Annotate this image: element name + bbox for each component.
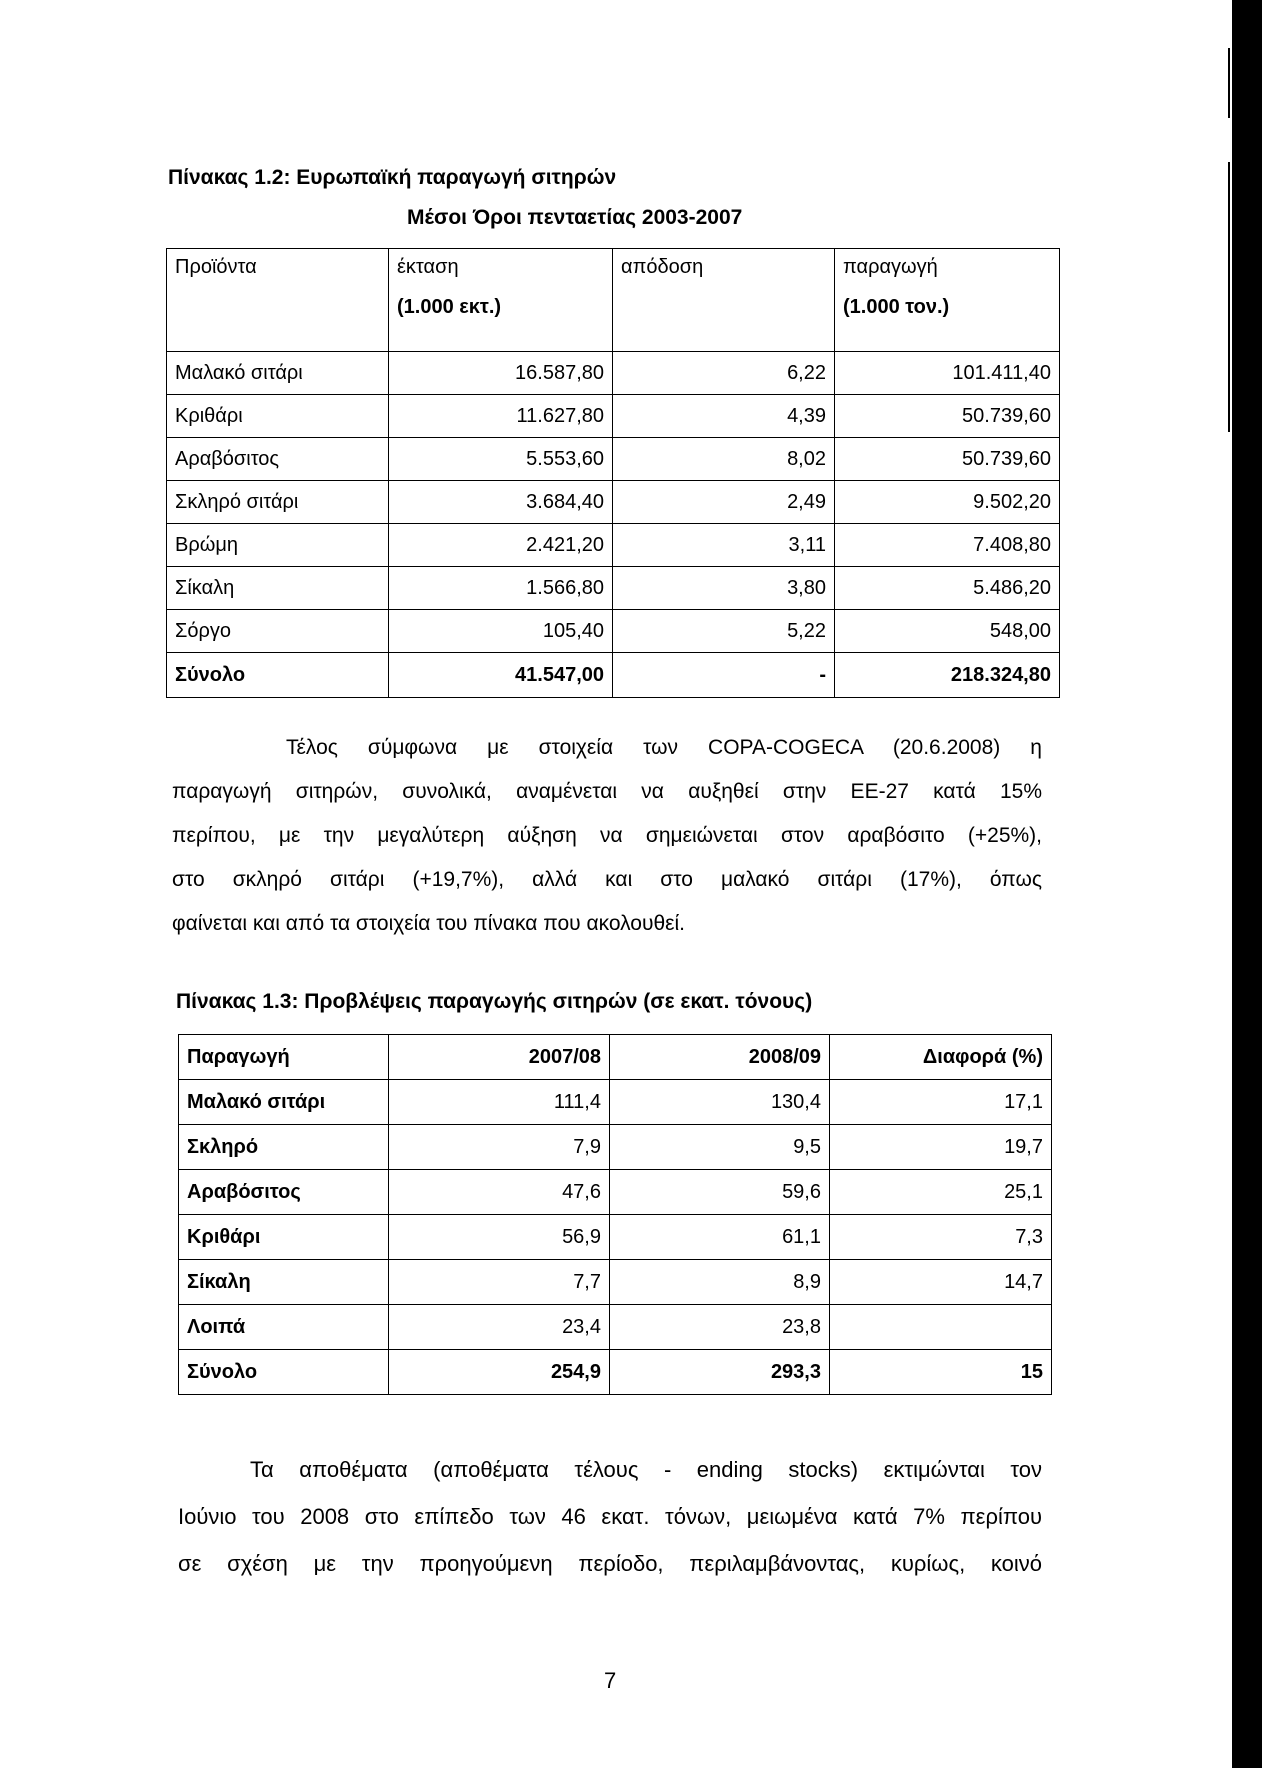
cell-area: 3.684,40	[389, 481, 613, 524]
cell-production: 9.502,20	[835, 481, 1060, 524]
cell-product: Κριθάρι	[167, 395, 389, 438]
cell-label: Σίκαλη	[179, 1260, 389, 1305]
cell-area: 11.627,80	[389, 395, 613, 438]
paragraph	[172, 726, 1042, 946]
cell-production: 7.408,80	[835, 524, 1060, 567]
table1-subcaption: Μέσοι Όροι πενταετίας 2003-2007	[407, 206, 743, 229]
cell-2008-09: 8,9	[610, 1260, 830, 1305]
cell-area: 2.421,20	[389, 524, 613, 567]
cell-production: 101.411,40	[835, 352, 1060, 395]
cell-production: 548,00	[835, 610, 1060, 653]
paragraph-line: στο σκληρό σιτάρι (+19,7%), αλλά και στο μαλακό σιτάρι (17%), όπως	[172, 868, 1042, 891]
cell-2007-08: 7,7	[389, 1260, 610, 1305]
cell-product: Σίκαλη	[167, 567, 389, 610]
table1-caption: Πίνακας 1.2: Ευρωπαϊκή παραγωγή σιτηρών	[168, 166, 617, 189]
table-row	[167, 395, 1060, 438]
header-product: Προϊόντα	[167, 249, 389, 352]
cell-product: Μαλακό σιτάρι	[167, 352, 389, 395]
paragraph	[178, 1446, 1042, 1587]
cell-difference: 7,3	[830, 1215, 1052, 1260]
cell-yield: 6,22	[613, 352, 835, 395]
cell-2008-09: 61,1	[610, 1215, 830, 1260]
cell-product: Σύνολο	[167, 653, 389, 698]
cell-production: 5.486,20	[835, 567, 1060, 610]
cell-product: Βρώμη	[167, 524, 389, 567]
cell-production: 218.324,80	[835, 653, 1060, 698]
cell-difference: 15	[830, 1350, 1052, 1395]
cell-product: Αραβόσιτος	[167, 438, 389, 481]
cell-yield: 3,80	[613, 567, 835, 610]
cell-yield: 2,49	[613, 481, 835, 524]
cell-2008-09: 9,5	[610, 1125, 830, 1170]
cell-production: 50.739,60	[835, 395, 1060, 438]
paragraph-line: παραγωγή σιτηρών, συνολικά, αναμένεται να αυξηθεί στην ΕΕ-27 κατά 15%	[172, 780, 1042, 803]
cell-difference	[830, 1305, 1052, 1350]
production-forecast-table	[178, 1034, 1052, 1395]
cereal-production-table	[166, 248, 1060, 698]
cell-2008-09: 23,8	[610, 1305, 830, 1350]
cell-yield: 8,02	[613, 438, 835, 481]
cell-yield: 5,22	[613, 610, 835, 653]
table-row	[179, 1305, 1052, 1350]
header-production: παραγωγή (1.000 τον.)	[835, 249, 1060, 352]
total-row	[179, 1350, 1052, 1395]
table-row	[179, 1215, 1052, 1260]
table-row	[179, 1080, 1052, 1125]
header-2007-08: 2007/08	[389, 1035, 610, 1080]
table-row	[167, 567, 1060, 610]
table-header-row	[179, 1035, 1052, 1080]
cell-2008-09: 130,4	[610, 1080, 830, 1125]
table-row	[179, 1125, 1052, 1170]
cell-label: Κριθάρι	[179, 1215, 389, 1260]
cell-product: Σόργο	[167, 610, 389, 653]
header-yield: απόδοση	[613, 249, 835, 352]
cell-difference: 14,7	[830, 1260, 1052, 1305]
cell-production: 50.739,60	[835, 438, 1060, 481]
table-row	[167, 610, 1060, 653]
cell-yield: -	[613, 653, 835, 698]
paragraph-line: Ιούνιο του 2008 στο επίπεδο των 46 εκατ. τόνων, μειωμένα κατά 7% περίπου	[178, 1504, 1042, 1529]
cell-area: 105,40	[389, 610, 613, 653]
table-row	[179, 1260, 1052, 1305]
header-production: Παραγωγή	[179, 1035, 389, 1080]
cell-2007-08: 56,9	[389, 1215, 610, 1260]
cell-2008-09: 293,3	[610, 1350, 830, 1395]
table-row	[167, 438, 1060, 481]
cell-label: Αραβόσιτος	[179, 1170, 389, 1215]
edge-line	[1228, 162, 1230, 432]
total-row	[167, 653, 1060, 698]
header-area: έκταση (1.000 εκτ.)	[389, 249, 613, 352]
cell-product: Σκληρό σιτάρι	[167, 481, 389, 524]
table-row	[179, 1170, 1052, 1215]
cell-label: Λοιπά	[179, 1305, 389, 1350]
cell-2008-09: 59,6	[610, 1170, 830, 1215]
paragraph-line: Τέλος σύμφωνα με στοιχεία των COPA-COGECA (20.6.2008) η	[286, 736, 1042, 759]
cell-yield: 3,11	[613, 524, 835, 567]
paragraph-line: φαίνεται και από τα στοιχεία του πίνακα που ακολουθεί.	[172, 912, 686, 935]
cell-area: 41.547,00	[389, 653, 613, 698]
cell-2007-08: 111,4	[389, 1080, 610, 1125]
table-header-row	[167, 249, 1060, 352]
table-row	[167, 524, 1060, 567]
cell-area: 5.553,60	[389, 438, 613, 481]
cell-label: Μαλακό σιτάρι	[179, 1080, 389, 1125]
cell-difference: 19,7	[830, 1125, 1052, 1170]
cell-2007-08: 47,6	[389, 1170, 610, 1215]
cell-difference: 17,1	[830, 1080, 1052, 1125]
paragraph-line: περίπου, με την μεγαλύτερη αύξηση να σημειώνεται στον αραβόσιτο (+25%),	[172, 824, 1042, 847]
edge-line	[1228, 48, 1230, 118]
cell-2007-08: 7,9	[389, 1125, 610, 1170]
cell-yield: 4,39	[613, 395, 835, 438]
paragraph-line: σε σχέση με την προηγούμενη περίοδο, περιλαμβάνοντας, κυρίως, κοινό	[178, 1551, 1042, 1576]
header-difference: Διαφορά (%)	[830, 1035, 1052, 1080]
paragraph-line: Τα αποθέματα (αποθέματα τέλους - ending stocks) εκτιμώνται τον	[250, 1457, 1042, 1482]
cell-area: 16.587,80	[389, 352, 613, 395]
header-2008-09: 2008/09	[610, 1035, 830, 1080]
table-row	[167, 352, 1060, 395]
cell-2007-08: 23,4	[389, 1305, 610, 1350]
table-row	[167, 481, 1060, 524]
cell-label: Σύνολο	[179, 1350, 389, 1395]
table2-caption: Πίνακας 1.3: Προβλέψεις παραγωγής σιτηρών (σε εκατ. τόνους)	[176, 990, 813, 1013]
page-number: 7	[604, 1668, 617, 1693]
cell-difference: 25,1	[830, 1170, 1052, 1215]
cell-label: Σκληρό	[179, 1125, 389, 1170]
cell-2007-08: 254,9	[389, 1350, 610, 1395]
cell-area: 1.566,80	[389, 567, 613, 610]
